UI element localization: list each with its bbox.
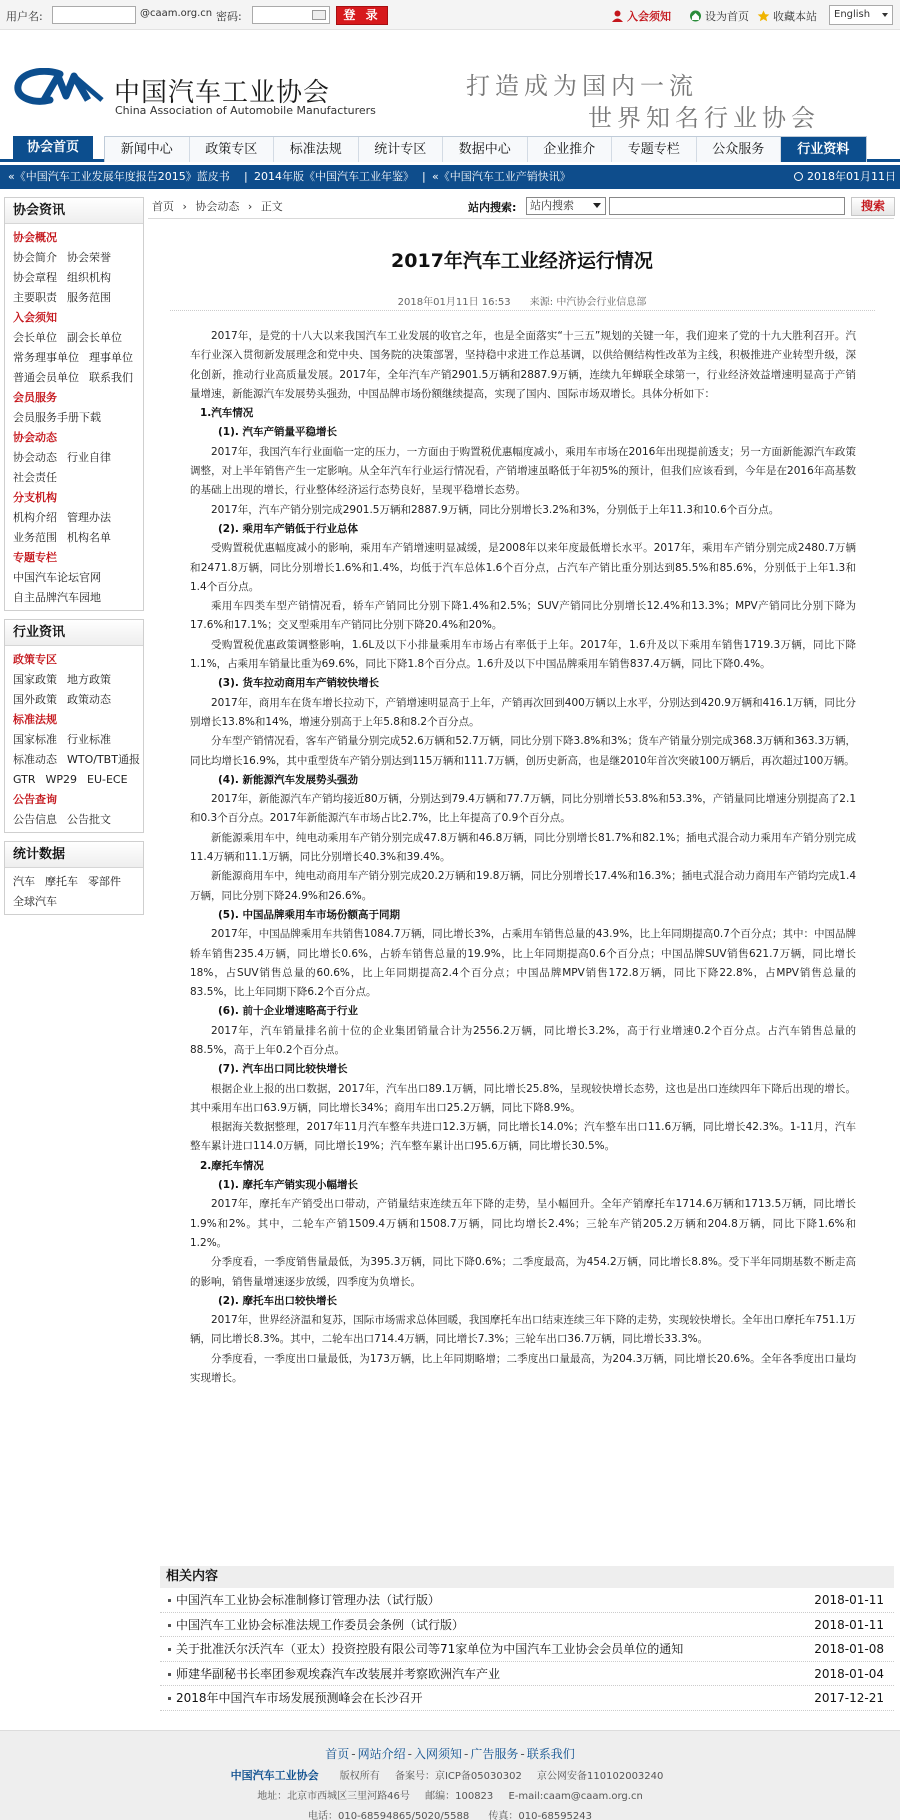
sidebar-link[interactable]: 副会长单位	[67, 331, 122, 344]
language-value: English	[834, 9, 871, 20]
clock-icon	[794, 172, 803, 181]
sidebar-group-title[interactable]: 分支机构	[13, 491, 57, 504]
article-date: 2018年01月11日 16:53	[397, 297, 511, 308]
sidebar-link[interactable]: 理事单位	[89, 351, 133, 364]
sidebar-link[interactable]: 摩托车	[45, 875, 78, 888]
sidebar-box-industry	[4, 619, 144, 833]
caam-logo-icon[interactable]	[14, 68, 106, 106]
bullet-icon	[168, 1648, 171, 1651]
sidebar-link[interactable]: 协会简介	[13, 251, 57, 264]
ticker-sep: |	[422, 170, 426, 183]
chevron-down-icon	[882, 13, 888, 17]
nav-item[interactable]: 公众服务	[697, 137, 782, 162]
article-paragraph: 根据企业上报的出口数据，2017年，汽车出口89.1万辆，同比增长25.8%，呈现较快增长态势，这也是出口连续四年下降后出现的增长。其中乘用车出口63.9万辆，同比增长34%；商用车出口25.2万辆，同比下降8.9%。	[190, 1082, 856, 1114]
article-heading: (1). 汽车产销量平稳增长	[218, 426, 338, 439]
article-heading: 1.汽车情况	[200, 407, 254, 420]
sidebar-row	[13, 288, 143, 308]
sidebar-group-title[interactable]: 公告查询	[13, 793, 57, 806]
footer-police[interactable]: 京公网安备110102003240	[537, 1771, 664, 1782]
sidebar-row	[13, 528, 143, 548]
slogan-line2: 世界知名行业协会	[588, 104, 820, 132]
related-item[interactable]	[160, 1613, 894, 1638]
sidebar-link[interactable]: EU-ECE	[87, 773, 128, 786]
ticker-item-label: 《中国汽车工业产销快讯》	[438, 170, 571, 183]
article-paragraph: 2017年，世界经济温和复苏，国际市场需求总体回暖，我国摩托车出口结束连续三年下降的走势，实现较快增长。全年出口摩托车751.1万辆，同比增长8.3%。其中，二轮车出口714.4万辆，同比增长7.3%；三轮车出口36.7万辆，同比增长33.3%。	[190, 1314, 856, 1346]
related-item-date: 2018-01-08	[814, 1642, 884, 1656]
sidebar-groups	[5, 868, 143, 914]
article-paragraph: 乘用车四类车型产销情况看，轿车产销同比分别下降1.4%和2.5%；SUV产销同比分别增长12.4%和13.3%；MPV产销同比分别下降为17.6%和17.1%；交叉型乘用车产销同比分别下降20.4%和20%。	[190, 600, 856, 632]
article-heading: (6). 前十企业增速略高于行业	[218, 1005, 359, 1018]
sidebar-groups	[5, 224, 143, 610]
person-icon	[611, 10, 624, 22]
ticker-item[interactable]	[254, 165, 414, 189]
sidebar-link[interactable]: 地方政策	[67, 673, 111, 686]
sidebar-link[interactable]: 国外政策	[13, 693, 57, 706]
sidebar-row	[13, 508, 143, 528]
sidebar-link[interactable]: 组织机构	[67, 271, 111, 284]
footer-link-sep: -	[520, 1747, 525, 1761]
article-paragraph: 2017年，中国品牌乘用车共销售1084.7万辆，同比增长3%，占乘用车销售总量的43.9%，比上年同期提高0.7个百分点；其中：中国品牌轿车销售235.4万辆，同比增长0.6%，占轿车销售总量的19.9%，比上年同期提高0.6个百分点；中国品牌SUV销售621.7万辆，同比增长18%，占SUV销售总量的60.6%，比上年同期提高2.4个百分点；中国品牌MPV销售172.8万辆，同比下降22.8%，占MPV销售总量的83.5%，比上年同期下降6.2个百分点。	[190, 928, 856, 999]
breadcrumb-item[interactable]: 首页	[152, 200, 174, 213]
nav-item[interactable]: 专题专栏	[612, 137, 697, 162]
site-header	[0, 30, 900, 132]
article-heading: (7). 汽车出口同比较快增长	[218, 1063, 348, 1076]
sidebar-box-title: 统计数据	[5, 842, 143, 868]
bullet-icon	[168, 1599, 171, 1602]
sidebar	[4, 197, 144, 923]
sidebar-link[interactable]: 行业自律	[67, 451, 111, 464]
nav-item[interactable]: 企业推介	[528, 137, 613, 162]
footer-contact	[0, 1807, 900, 1820]
search-input[interactable]	[609, 197, 845, 215]
footer	[0, 1730, 900, 1820]
related-item-title[interactable]: 中国汽车工业协会标准法规工作委员会条例（试行版）	[176, 1617, 465, 1632]
sidebar-groups	[5, 646, 143, 832]
article-paragraph: 2017年，汽车销量排名前十位的企业集团销量合计为2556.2万辆，同比增长3.2%，高于行业增速0.2个百分点。占汽车销售总量的88.5%，高于上年0.2个百分点。	[190, 1024, 856, 1056]
ticker-sep: |	[244, 170, 248, 183]
related-title: 相关内容	[160, 1566, 894, 1588]
sidebar-group-title[interactable]: 标准法规	[13, 713, 57, 726]
article-paragraph: 受购置税优惠幅度减小的影响，乘用车产销增速明显减缓，是2008年以来年度最低增长水平。2017年，乘用车产销分别完成2480.7万辆和2471.8万辆，同比分别增长1.6%和1.4%，均低于汽车总体1.6个百分点，占汽车产销比重分别达到85.5%和85.6%，分别低于上年1.3和1.4个百分点。	[190, 542, 856, 593]
search-scope-select[interactable]	[526, 197, 606, 215]
sidebar-link[interactable]: 自主品牌汽车园地	[13, 591, 101, 604]
sidebar-group-title[interactable]: 会员服务	[13, 391, 57, 404]
sidebar-group-title[interactable]: 入会须知	[13, 311, 57, 324]
sidebar-row	[13, 810, 143, 830]
article-paragraph: 2017年，商用车在货车增长拉动下，产销增速明显高于上年，产销再次回到400万辆以上水平，分别达到420.9万辆和416.1万辆，同比分别增长13.8%和14%，增速分别高于上年5.8和8.2个百分点。	[190, 696, 856, 728]
sidebar-link[interactable]: 会长单位	[13, 331, 57, 344]
article-paragraph: 2017年，汽车产销分别完成2901.5万辆和2887.9万辆，同比分别增长3.2%和3%，分别低于上年11.3和10.6个百分点。	[211, 503, 780, 516]
article-heading: (5). 中国品牌乘用车市场份额高于同期	[218, 908, 401, 921]
set-homepage-link[interactable]	[689, 8, 749, 24]
sidebar-link[interactable]: 管理办法	[67, 511, 111, 524]
main-nav	[0, 132, 900, 162]
related-content	[160, 1566, 894, 1711]
article-paragraph: 分车型产销情况看，客车产销量分别完成52.6万辆和52.7万辆，同比分别下降3.8%和3%；货车产销量分别完成368.3万辆和363.3万辆，同比均增长16.9%，其中重型货车产销分别达到115万辆和111.7万辆，创历史新高，也是继2010年首次突破100万辆后，再次超过100万辆。	[190, 735, 856, 767]
nav-item[interactable]: 标准法规	[274, 137, 359, 162]
sidebar-link[interactable]: 零部件	[88, 875, 121, 888]
sidebar-row	[13, 468, 143, 488]
chevron-down-icon	[593, 203, 601, 208]
sidebar-link[interactable]: 社会责任	[13, 471, 57, 484]
breadcrumb-current: 正文	[260, 200, 283, 213]
sidebar-link[interactable]: 协会荣誉	[67, 251, 111, 264]
email-suffix: @caam.org.cn	[140, 8, 213, 19]
sidebar-link[interactable]: 协会章程	[13, 271, 57, 284]
divider	[170, 310, 875, 311]
footer-email[interactable]: E-mail:caam@caam.org.cn	[508, 1791, 643, 1802]
ticker-item[interactable]: «《中国汽车工业产销快讯》	[432, 170, 571, 183]
article-paragraph: 2017年，我国汽车行业面临一定的压力，一方面由于购置税优惠幅度减小，乘用车市场在2016年出现提前透支；另一方面新能源汽车政策调整，对上半年销售产生一定影响。从全年汽车行业运行情况看，产销增速虽略低于年初5%的预计，但我们应该看到，今年是在2016年高基数的基础上出现的增长，行业整体经济运行态势良好，呈现平稳增长态势。	[190, 445, 856, 497]
footer-link[interactable]: 首页	[325, 1747, 350, 1761]
ticker-item-label: 2014年版《中国汽车工业年鉴》	[254, 170, 414, 183]
footer-rights: 版权所有	[339, 1771, 380, 1782]
article-heading: (3). 货车拉动商用车产销较快增长	[218, 677, 380, 690]
breadcrumb-sep: ›	[247, 200, 253, 213]
divider	[148, 218, 894, 219]
footer-link[interactable]: 入网须知	[413, 1747, 462, 1761]
article-heading: (4). 新能源汽车发展势头强劲	[218, 773, 359, 786]
sidebar-link[interactable]: 行业标准	[67, 733, 111, 746]
home-icon	[689, 10, 702, 22]
sidebar-link[interactable]: 全球汽车	[13, 895, 57, 908]
sidebar-link[interactable]: 政策动态	[67, 693, 111, 706]
sidebar-box-title: 协会资讯	[5, 198, 143, 224]
footer-link[interactable]: 广告服务	[470, 1747, 519, 1761]
nav-item[interactable]: 新闻中心	[105, 137, 190, 162]
related-item-date: 2018-01-11	[814, 1593, 884, 1607]
star-icon	[757, 10, 770, 22]
article-body	[190, 327, 856, 1388]
sidebar-box-association	[4, 197, 144, 611]
footer-link[interactable]: 联系我们	[526, 1747, 575, 1761]
ticker-date-label: 2018年01月11日	[807, 170, 896, 183]
sidebar-box-title: 行业资讯	[5, 620, 143, 646]
footer-link-sep: -	[407, 1747, 412, 1761]
footer-org: 中国汽车工业协会	[230, 1769, 319, 1782]
related-item-date: 2018-01-11	[814, 1617, 884, 1632]
sidebar-group-title[interactable]: 协会概况	[13, 231, 57, 244]
ticker-item[interactable]: «《中国汽车工业发展年度报告2015》蓝皮书	[8, 170, 230, 183]
related-item[interactable]	[160, 1588, 894, 1613]
nav-item-active[interactable]: 行业资料	[781, 137, 866, 162]
sidebar-box-statistics	[4, 841, 144, 915]
breadcrumb	[152, 198, 283, 214]
nav-home[interactable]: 协会首页	[13, 136, 93, 160]
article-title: 2017年汽车工业经济运行情况	[391, 250, 653, 272]
bullet-icon	[168, 1624, 171, 1627]
sidebar-row	[13, 770, 143, 790]
sidebar-group-title[interactable]: 政策专区	[13, 653, 57, 666]
sidebar-group-title[interactable]: 协会动态	[13, 431, 57, 444]
sidebar-row	[13, 730, 143, 750]
sidebar-link[interactable]: 主要职责	[13, 291, 57, 304]
sidebar-link[interactable]: 业务范围	[13, 531, 57, 544]
sidebar-row	[13, 268, 143, 288]
sidebar-link[interactable]: 普通会员单位	[13, 371, 79, 384]
sidebar-link[interactable]: 联系我们	[89, 371, 133, 384]
related-item-title[interactable]: 2018年中国汽车市场发展预测峰会在长沙召开	[176, 1691, 423, 1705]
related-item-title[interactable]: 中国汽车工业协会标准制修订管理办法（试行版）	[176, 1593, 441, 1607]
bullet-icon	[168, 1673, 171, 1676]
top-login-bar	[0, 0, 900, 30]
footer-fax: 传真：010-68595243	[488, 1811, 592, 1820]
sidebar-link[interactable]: 协会动态	[13, 451, 57, 464]
footer-postcode: 邮编：100823	[425, 1791, 494, 1802]
sidebar-row	[13, 588, 143, 608]
org-name-en: China Association of Automobile Manufacturers	[115, 104, 376, 117]
article-paragraph: 根据海关数据整理，2017年11月汽车整车共进口12.3万辆，同比增长14.0%；汽车整车出口11.6万辆，同比增长42.3%。1-11月，汽车整车累计进口114.0万辆，同比增长19%；汽车整车累计出口95.6万辆，同比增长30.5%。	[190, 1121, 856, 1153]
language-select[interactable]	[829, 5, 893, 25]
article-paragraph: 受购置税优惠政策调整影响，1.6L及以下小排量乘用车市场占有率低于上年。2017年，1.6升及以下乘用车销售1719.3万辆，同比下降1.1%，占乘用车销量比重为69.6%，同比下降1.8个百分点。1.6升及以下中国品牌乘用车销售837.4万辆，同比下降0.4%。	[190, 638, 856, 671]
article-paragraph: 2017年，是党的十八大以来我国汽车工业发展的收官之年，也是全面落实“十三五”规划的关键一年，我们迎来了党的十九大胜利召开。汽车行业深入贯彻新发展理念和党中央、国务院的决策部署，坚持稳中求进工作总基调，以供给侧结构性改革为主线，积极推进产业转型升级，深化创新，推动行业高质量发展。2017年，全年汽车产销2901.5万辆和2887.9万辆，连续九年蝉联全球第一，行业经济效益增速明显高于产销量增速，新能源汽车发展势头强劲，中国品牌市场份额继续提高，实现了国内、国际市场双增长。具体分析如下：	[190, 330, 856, 400]
bullet-icon	[168, 1697, 171, 1700]
sidebar-link[interactable]: 服务范围	[67, 291, 111, 304]
article-paragraph: 新能源商用车中，纯电动商用车产销分别完成20.2万辆和19.8万辆，同比分别增长17.4%和16.3%；插电式混合动力商用车产销均完成1.4万辆，同比分别下降24.9%和26.6%。	[190, 870, 856, 902]
sidebar-link[interactable]: 标准动态	[13, 753, 57, 766]
related-item[interactable]	[160, 1637, 894, 1662]
breadcrumb-item[interactable]: 协会动态	[195, 200, 240, 213]
footer-links	[0, 1745, 900, 1762]
sidebar-link[interactable]: 机构名单	[67, 531, 111, 544]
search-button[interactable]: 搜索	[851, 197, 895, 216]
username-input[interactable]	[52, 6, 136, 24]
article-paragraph: 分季度看，一季度出口量最低，为173万辆，比上年同期略增；二季度出口量最高，为204.3万辆，同比增长20.6%。全年各季度出口量均实现增长。	[190, 1352, 856, 1385]
article-heading: (1). 摩托车产销实现小幅增长	[218, 1179, 359, 1192]
sidebar-link[interactable]: WP29	[45, 773, 78, 786]
article-paragraph: 2017年，新能源汽车产销均接近80万辆，分别达到79.4万辆和77.7万辆，同比分别增长53.8%和53.3%，产销量同比增速分别提高了2.1和0.3个百分点。2017年新能源汽车市场占比2.7%，比上年提高了0.9个百分点。	[190, 793, 856, 825]
nav-item[interactable]: 数据中心	[443, 137, 528, 162]
sidebar-row	[13, 408, 143, 428]
breadcrumb-sep: ›	[182, 200, 187, 213]
related-item-title[interactable]: 师建华副秘书长率团参观埃森汽车改装展并考察欧洲汽车产业	[176, 1666, 501, 1681]
set-homepage-label: 设为首页	[705, 10, 749, 23]
sidebar-link[interactable]: 公告信息	[13, 813, 57, 826]
bookmark-link[interactable]	[757, 8, 817, 24]
sidebar-link[interactable]: 汽车	[13, 875, 35, 888]
related-item[interactable]	[160, 1662, 894, 1687]
login-button[interactable]: 登 录	[336, 6, 388, 25]
footer-link-sep: -	[351, 1747, 356, 1761]
bookmark-label: 收藏本站	[773, 10, 817, 23]
article-meta	[150, 293, 894, 308]
related-item[interactable]	[160, 1686, 894, 1711]
search-label: 站内搜索:	[468, 201, 517, 214]
ticker-date	[794, 165, 896, 189]
related-list	[160, 1588, 894, 1711]
sidebar-group-title[interactable]: 专题专栏	[13, 551, 57, 564]
footer-address	[0, 1787, 900, 1802]
article-paragraph: 新能源乘用车中，纯电动乘用车产销分别完成47.8万辆和46.8万辆，同比分别增长81.7%和82.1%；插电式混合动力乘用车产销分别完成11.4万辆和11.1万辆，同比分别增长40.3%和39.4%。	[190, 831, 856, 864]
related-item-date: 2017-12-21	[814, 1691, 884, 1705]
footer-phone: 电话：010-68594865/5020/5588	[307, 1811, 470, 1820]
sidebar-row	[13, 750, 143, 770]
footer-address-text: 地址：北京市西城区三里河路46号	[257, 1791, 410, 1802]
article-heading: 2.摩托车情况	[200, 1159, 264, 1172]
sidebar-row	[13, 670, 143, 690]
join-notice-label: 入会须知	[627, 10, 671, 23]
sidebar-link[interactable]: 国家政策	[13, 673, 57, 686]
article-paragraph: 2017年，摩托车产销受出口带动，产销量结束连续五年下降的走势，呈小幅回升。全年产销摩托车1714.6万辆和1713.5万辆，同比增长1.9%和2%。其中，二轮车产销1509.4万辆和1508.7万辆，同比均增长2.4%；三轮车产销205.2万辆和204.8万辆，同比下降1.6%和1.2%。	[190, 1198, 856, 1249]
sidebar-link[interactable]: 国家标准	[13, 733, 57, 746]
sidebar-row	[13, 892, 143, 912]
nav-item[interactable]: 政策专区	[190, 137, 275, 162]
sidebar-row	[13, 368, 143, 388]
username-label: 用户名:	[6, 10, 43, 23]
sidebar-link[interactable]: 公告批文	[67, 813, 111, 826]
related-item-title[interactable]: 关于批准沃尔沃汽车（亚太）投资控股有限公司等71家单位为中国汽车工业协会会员单位的通知	[176, 1642, 684, 1656]
footer-copyright	[0, 1767, 900, 1783]
nav-items	[104, 136, 867, 162]
sidebar-row	[13, 248, 143, 268]
sidebar-row	[13, 690, 143, 710]
password-label: 密码:	[216, 10, 242, 23]
sidebar-row	[13, 348, 143, 368]
sidebar-link[interactable]: GTR	[13, 773, 36, 786]
article-paragraph: 分季度看，一季度销售量最低，为395.3万辆，同比下降0.6%；二季度最高，为454.2万辆，同比增长8.8%。受下半年同期基数不断走高的影响，销售量增速逐步放缓，四季度为负增长。	[190, 1256, 856, 1288]
article-heading: (2). 摩托车出口较快增长	[218, 1294, 338, 1307]
ticker-bar	[0, 165, 900, 189]
article-heading: (2). 乘用车产销低于行业总体	[218, 522, 359, 535]
sidebar-link[interactable]: WTO/TBT通报	[67, 753, 140, 766]
nav-item[interactable]: 统计专区	[359, 137, 444, 162]
join-notice-link[interactable]	[611, 8, 671, 24]
keyboard-icon[interactable]	[312, 10, 326, 20]
sidebar-row	[13, 872, 143, 892]
sidebar-link[interactable]: 机构介绍	[13, 511, 57, 524]
sidebar-link[interactable]: 中国汽车论坛官网	[13, 571, 101, 584]
sidebar-link[interactable]: 常务理事单位	[13, 351, 79, 364]
related-item-date: 2018-01-04	[814, 1666, 884, 1681]
article-source: 来源: 中汽协会行业信息部	[529, 297, 647, 308]
sidebar-row	[13, 568, 143, 588]
search-scope-value: 站内搜索	[530, 199, 574, 212]
footer-icp[interactable]: 备案号：京ICP备05030302	[394, 1771, 522, 1782]
ticker-item-label: 《中国汽车工业发展年度报告2015》蓝皮书	[14, 170, 230, 183]
footer-link[interactable]: 网站介绍	[357, 1747, 406, 1761]
org-name-cn: 中国汽车工业协会	[114, 78, 331, 108]
sidebar-row	[13, 328, 143, 348]
sidebar-row	[13, 448, 143, 468]
slogan-line1: 打造成为国内一流	[466, 72, 698, 100]
sidebar-link[interactable]: 会员服务手册下载	[13, 411, 101, 424]
footer-link-sep: -	[464, 1747, 469, 1761]
